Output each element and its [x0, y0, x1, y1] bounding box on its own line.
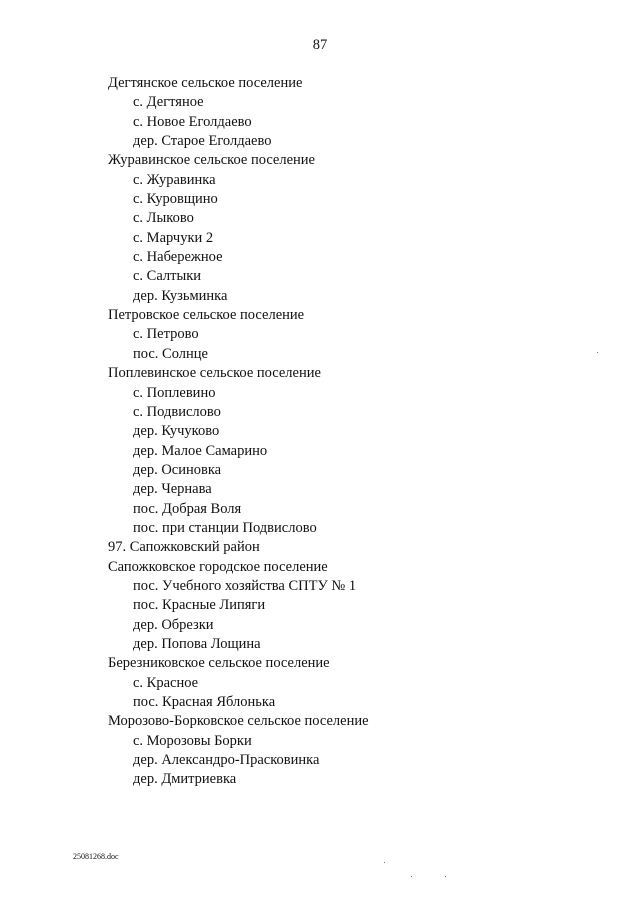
settlement-item: дер. Попова Лощина	[133, 635, 261, 652]
settlement-item: дер. Старое Еголдаево	[133, 133, 272, 150]
scan-speck	[445, 876, 446, 877]
settlement-item: пос. Солнце	[133, 345, 208, 362]
section-heading: Поплевинское сельское поселение	[108, 365, 321, 382]
settlement-item: дер. Кучуково	[133, 423, 220, 440]
settlement-list	[0, 74, 640, 790]
page-number: 87	[312, 37, 328, 53]
settlement-item: с. Красное	[133, 674, 199, 691]
scan-speck	[597, 352, 598, 353]
section-heading: Сапожковское городское поселение	[108, 558, 328, 575]
settlement-item: дер. Осиновка	[133, 461, 222, 478]
settlement-item: дер. Малое Самарино	[133, 442, 268, 459]
settlement-item: с. Журавинка	[133, 171, 216, 188]
section-heading: Морозово-Борковское сельское поселение	[108, 713, 369, 730]
settlement-item: пос. Красные Липяги	[133, 597, 266, 614]
settlement-item: дер. Кузьминка	[133, 287, 228, 304]
settlement-item: с. Лыково	[133, 210, 194, 227]
section-heading: Журавинское сельское поселение	[108, 152, 315, 169]
scan-speck	[411, 876, 412, 877]
scan-speck	[384, 862, 385, 863]
settlement-item: пос. Красная Яблонька	[133, 694, 276, 710]
settlement-item: с. Петрово	[133, 326, 199, 343]
settlement-item: дер. Обрезки	[133, 616, 214, 633]
settlement-item: дер. Александро-Прасковинка	[133, 752, 320, 769]
settlement-item: дер. Чернава	[133, 481, 212, 498]
settlement-item: с. Подвислово	[133, 403, 221, 420]
section-heading: Березниковское сельское поселение	[108, 655, 330, 672]
settlement-item: с. Морозовы Борки	[133, 732, 252, 749]
section-heading: 97. Сапожковский район	[108, 539, 260, 556]
settlement-item: с. Марчуки 2	[133, 229, 214, 246]
document-filename: 25081268.doc	[73, 852, 119, 861]
section-heading: Петровское сельское поселение	[108, 307, 305, 324]
settlement-item: с. Новое Еголдаево	[133, 113, 252, 130]
section-heading: Дегтянское сельское поселение	[108, 75, 303, 91]
settlement-item: с. Поплевино	[133, 384, 216, 401]
settlement-item: дер. Дмитриевка	[133, 771, 237, 788]
settlement-item: пос. Учебного хозяйства СПТУ № 1	[133, 577, 357, 594]
settlement-item: пос. при станции Подвислово	[133, 519, 317, 536]
settlement-item: пос. Добрая Воля	[133, 500, 242, 517]
settlement-item: с. Салтыки	[133, 268, 202, 285]
settlement-item: с. Набережное	[133, 249, 223, 266]
settlement-item: с. Куровщино	[133, 191, 218, 208]
settlement-item: с. Дегтяное	[133, 94, 204, 111]
